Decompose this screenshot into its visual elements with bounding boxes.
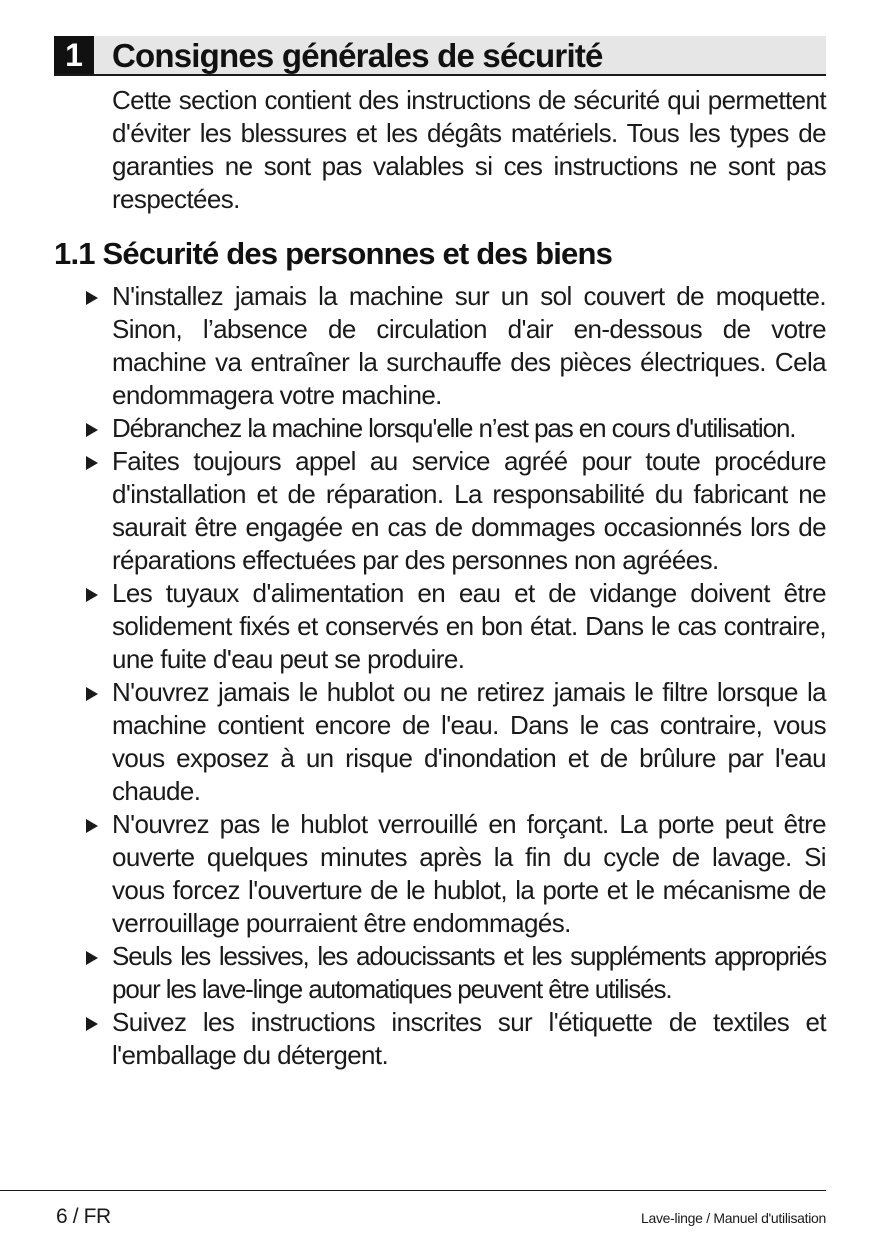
list-item xyxy=(84,940,826,1006)
bullet-text: Les tuyaux d'alimentation en eau et de vidange doivent être solidement fixés et conservés en bon état. Dans le cas contraire, une fuite d'eau peut se produire. xyxy=(112,578,826,674)
triangle-bullet-icon xyxy=(86,291,98,305)
triangle-bullet-icon xyxy=(86,819,98,833)
footer-divider xyxy=(0,1190,826,1191)
list-item xyxy=(84,1006,826,1072)
bullet-text: N'ouvrez jamais le hublot ou ne retirez jamais le filtre lorsque la machine contient encore de l'eau. Dans le cas contraire, vous vous exposez à un risque d'inondation et de brûlure par l'eau chaude. xyxy=(112,677,826,806)
list-item xyxy=(84,445,826,577)
triangle-bullet-icon xyxy=(86,687,98,701)
page-number: 6 / FR xyxy=(56,1205,111,1228)
triangle-bullet-icon xyxy=(86,951,98,965)
list-item xyxy=(84,676,826,808)
bullet-text: Faites toujours appel au service agréé pour toute procédure d'installation et de réparation. La responsabilité du fabricant ne saurait être engagée en cas de dommages occasionnés lors de réparations effectuées par des personnes non agréées. xyxy=(112,446,826,575)
list-item xyxy=(84,412,826,445)
subsection-title: 1.1 Sécurité des personnes et des biens xyxy=(54,236,613,271)
list-item xyxy=(84,280,826,412)
safety-bullet-list xyxy=(84,280,826,1072)
document-name: Lave-linge / Manuel d'utilisation xyxy=(641,1210,826,1226)
bullet-text: N'ouvrez pas le hublot verrouillé en forçant. La porte peut être ouverte quelques minutes après la fin du cycle de lavage. Si vous forcez l'ouverture de le hublot, la porte et le mécanisme de verrouillage pourraient être endommagés. xyxy=(112,809,826,938)
section-number-badge: 1 xyxy=(54,36,94,74)
triangle-bullet-icon xyxy=(86,588,98,602)
section-header xyxy=(54,36,826,76)
bullet-text: Seuls les lessives, les adoucissants et les suppléments appropriés pour les lave-linge automatiques peuvent être utilisés. xyxy=(112,941,826,1004)
triangle-bullet-icon xyxy=(86,1017,98,1031)
list-item xyxy=(84,577,826,676)
list-item xyxy=(84,808,826,940)
bullet-text: N'installez jamais la machine sur un sol couvert de moquette. Sinon, l’absence de circulation d'air en-dessous de votre machine va entraîner la surchauffe des pièces électriques. Cela endommagera votre machine. xyxy=(112,281,826,410)
section-title: Consignes générales de sécurité xyxy=(112,37,603,74)
section-intro: Cette section contient des instructions de sécurité qui permettent d'éviter les blessures et les dégâts matériels. Tous les types de garanties ne sont pas valables si ces instructions ne sont pas respectées. xyxy=(112,85,826,214)
triangle-bullet-icon xyxy=(86,456,98,470)
bullet-text: Suivez les instructions inscrites sur l'étiquette de textiles et l'emballage du détergent. xyxy=(112,1007,826,1070)
triangle-bullet-icon xyxy=(86,423,98,437)
bullet-text: Débranchez la machine lorsqu'elle n’est pas en cours d'utilisation. xyxy=(112,413,796,443)
